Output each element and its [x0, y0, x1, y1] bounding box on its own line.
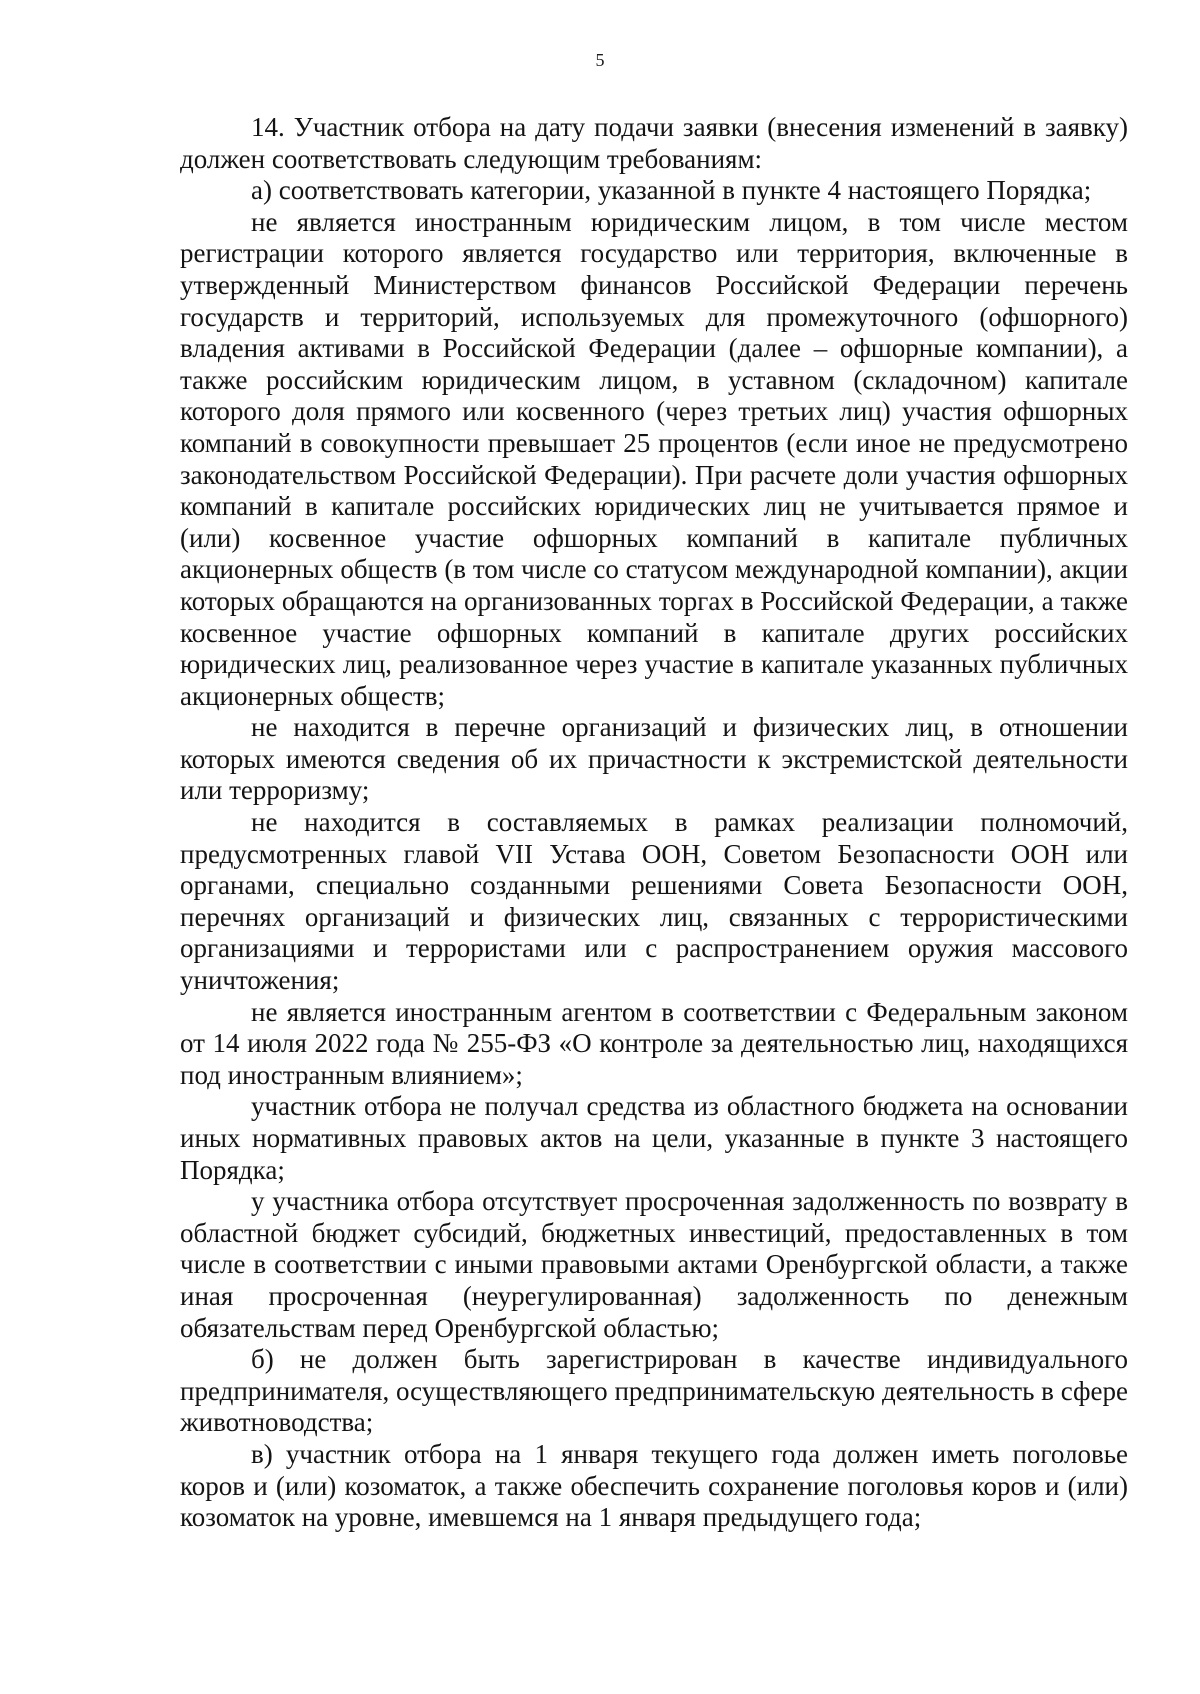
page-number: 5 [595, 50, 605, 70]
paragraph-b-not-entrepreneur: б) не должен быть зарегистрирован в качестве индивидуального предпринимателя, осуществляющего предпринимательскую деятельность в сфере животноводства; [180, 1344, 1128, 1438]
paragraph-not-foreign-agent: не является иностранным агентом в соответствии с Федеральным законом от 14 июля 2022 года № 255-ФЗ «О контроле за деятельностью лиц, находящихся под иностранным влиянием»; [180, 996, 1128, 1090]
paragraph-no-other-funds: участник отбора не получал средства из областного бюджета на основании иных нормативных правовых актов на цели, указанные в пункте 3 настоящего Порядка; [180, 1091, 1128, 1185]
paragraph-not-un-list: не находится в составляемых в рамках реализации полномочий, предусмотренных главой VII Устава ООН, Советом Безопасности ООН или органами, специально созданными решениями Совета Безопасности ООН, перечнях организаций и физических лиц, связанных с террористическими организациями и террористами или с распространением оружия массового уничтожения; [180, 807, 1128, 996]
document-body [180, 112, 1128, 1534]
paragraph-a-category: а) соответствовать категории, указанной в пункте 4 настоящего Порядка; [251, 175, 1092, 206]
paragraph-not-extremist-list: не находится в перечне организаций и физических лиц, в отношении которых имеются сведения об их причастности к экстремистской деятельности или терроризму; [180, 712, 1128, 806]
paragraph-no-overdue-debt: у участника отбора отсутствует просроченная задолженность по возврату в областной бюджет субсидий, бюджетных инвестиций, предоставленных в том числе в соответствии с иными правовыми актами Оренбургской области, а также иная просроченная (неурегулированная) задолженность по денежным обязательствам перед Оренбургской областью; [180, 1186, 1128, 1343]
paragraph-14-intro: 14. Участник отбора на дату подачи заявки (внесения изменений в заявку) должен соответствовать следующим требованиям: [180, 112, 1128, 174]
paragraph-c-livestock: в) участник отбора на 1 января текущего года должен иметь поголовье коров и (или) козоматок, а также обеспечить сохранение поголовья коров и (или) козоматок на уровне, имевшемся на 1 января предыдущего года; [180, 1438, 1128, 1533]
paragraph-not-foreign-entity: не является иностранным юридическим лицом, в том числе местом регистрации которого является государство или территория, включенные в утвержденный Министерством финансов Российской Федерации перечень государств и территорий, используемых для промежуточного (офшорного) владения активами в Российской Федерации (далее – офшорные компании), а также российским юридическим лицом, в уставном (складочном) капитале которого доля прямого или косвенного (через третьих лиц) участия офшорных компаний в совокупности превышает 25 процентов (если иное не предусмотрено законодательством Российской Федерации). При расчете доли участия офшорных компаний в капитале российских юридических лиц не учитывается прямое и (или) косвенное участие офшорных компаний в капитале публичных акционерных обществ (в том числе со статусом международной компании), акции которых обращаются на организованных торгах в Российской Федерации, а также косвенное участие офшорных компаний в капитале других российских юридических лиц, реализованное через участие в капитале указанных публичных акционерных обществ; [180, 206, 1128, 711]
